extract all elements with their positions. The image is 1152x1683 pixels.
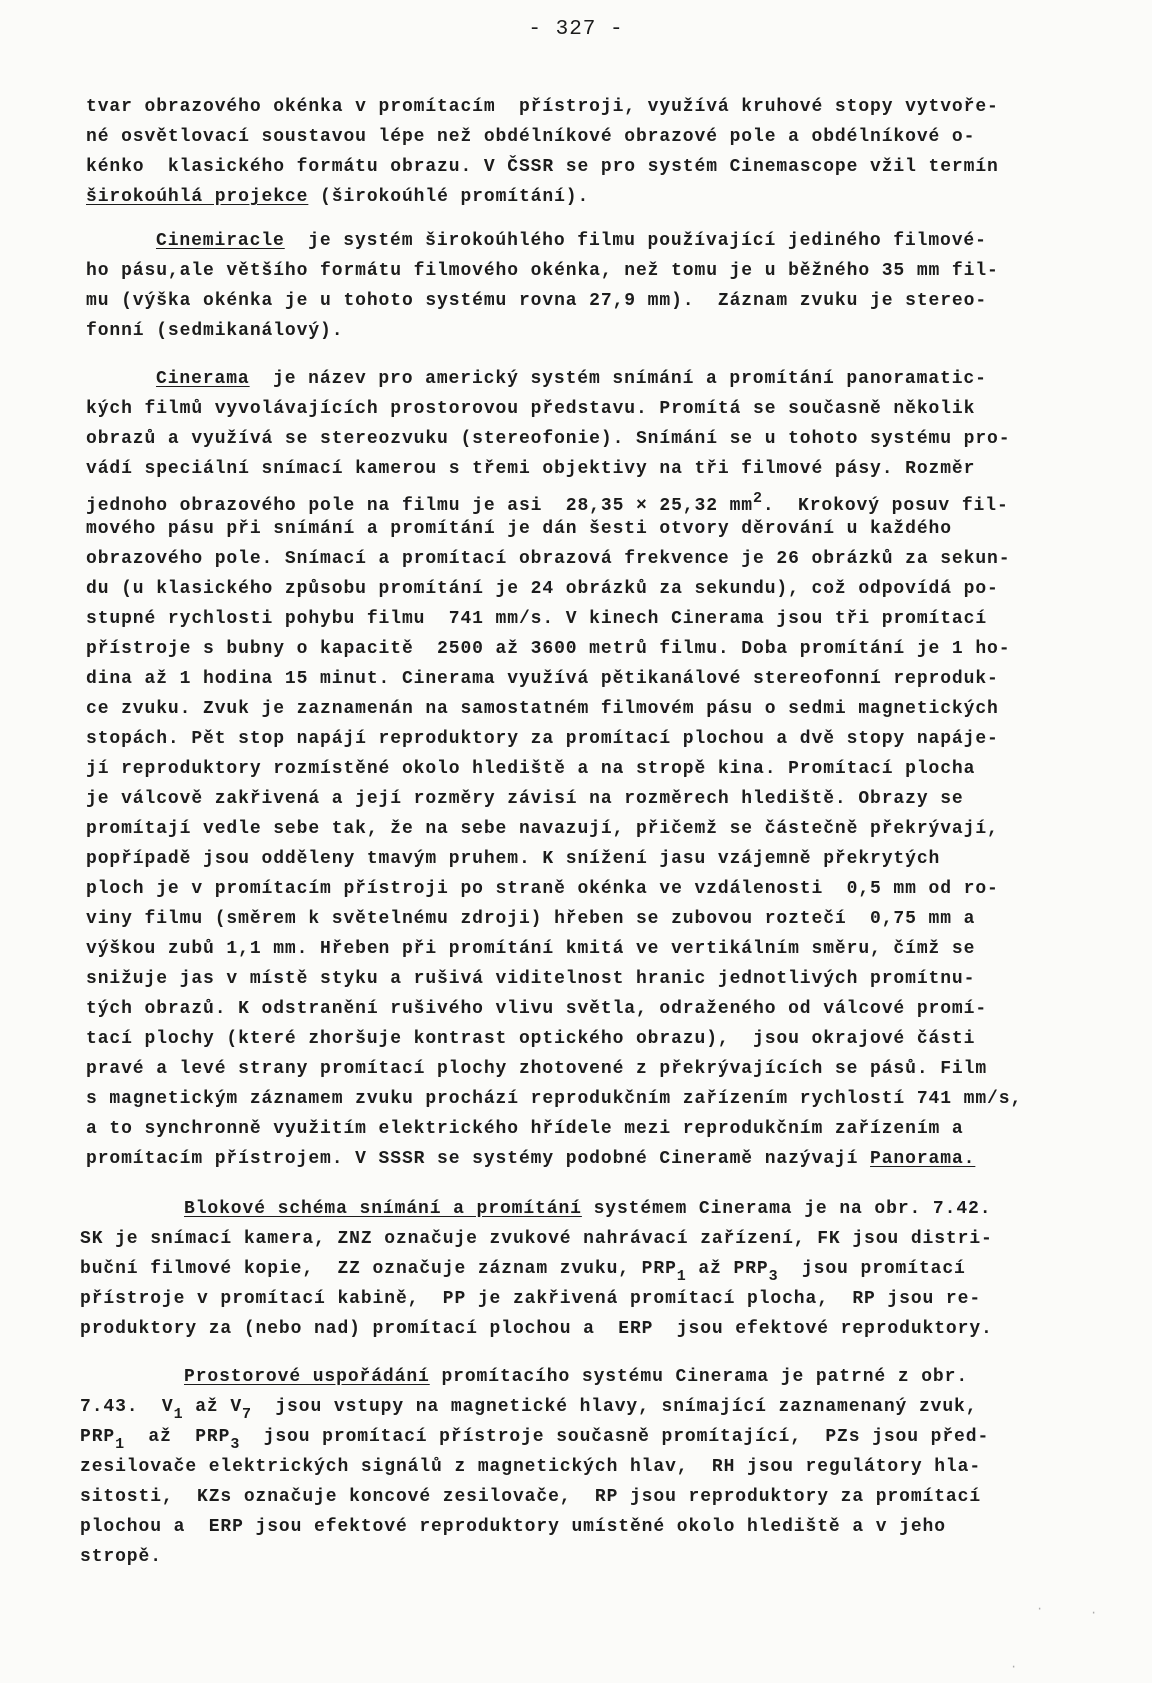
scan-speck: · <box>1010 1660 1018 1674</box>
text-line: a to synchronně využitím elektrického hřídele mezi reprodukčním zařízením a <box>86 1119 964 1139</box>
text-line: kých filmů vyvolávajících prostorovou představu. Promítá se současně několik <box>86 399 976 419</box>
text-line: přístroje s bubny o kapacitě 2500 až 3600 metrů filmu. Doba promítání je 1 ho- <box>86 639 1011 659</box>
text-line: přístroje v promítací kabině, PP je zakřivená promítací plocha, RP jsou re- <box>80 1289 982 1309</box>
superscript: 2 <box>753 490 763 507</box>
text-line: sitosti, KZs označuje koncové zesilovače, RP jsou reproduktory za promítací <box>80 1487 982 1507</box>
subscript: 1 <box>173 1406 184 1423</box>
text-fragment: 7.43. V <box>80 1397 174 1417</box>
text-fragment: PRP <box>80 1427 116 1447</box>
text-fragment: jsou promítací <box>778 1259 966 1279</box>
term-wide-projection: širokoúhlá projekce <box>86 187 309 207</box>
text-fragment: až PRP <box>686 1259 769 1279</box>
text-line: stopách. Pět stop napájí reproduktory za promítací plochou a dvě stopy napáje- <box>86 729 999 749</box>
text-line: dina až 1 hodina 15 minut. Cinerama využívá pětikanálové stereofonní reproduk- <box>86 669 999 689</box>
text-line: né osvětlovací soustavou lépe než obdélníkové obrazové pole a obdélníkové o- <box>86 127 976 147</box>
text-line: stropě. <box>80 1547 162 1567</box>
text-fragment: jsou promítací přístroje současně promítající, PZs jsou před- <box>240 1427 990 1447</box>
text-line: kénko klasického formátu obrazu. V ČSSR se pro systém Cinemascope vžil termín <box>86 157 999 177</box>
text-line: stupné rychlosti pohybu filmu 741 mm/s. V kinech Cinerama jsou tři promítací <box>86 609 988 629</box>
page-number: - 327 - <box>528 18 624 41</box>
subscript: 3 <box>768 1268 779 1285</box>
text-line: vádí speciální snímací kamerou s třemi objektivy na tři filmové pásy. Rozměr <box>86 459 976 479</box>
text-line: ce zvuku. Zvuk je zaznamenán na samostatném filmovém pásu o sedmi magnetických <box>86 699 999 719</box>
text-line <box>80 1256 966 1290</box>
text-line <box>184 1196 991 1222</box>
text-line: obrazů a využívá se stereozvuku (stereofonie). Snímání se u tohoto systému pro- <box>86 429 1011 449</box>
text-fragment: . Krokový posuv fil- <box>762 496 1009 516</box>
text-fragment: až PRP <box>125 1427 231 1447</box>
text-line: mového pásu při snímání a promítání je dán šesti otvory děrování u každého <box>86 519 952 539</box>
text-fragment: jednoho obrazového pole na filmu je asi 28,35 × 25,32 mm <box>86 496 753 516</box>
text-line <box>86 486 1009 519</box>
text-line: produktory za (nebo nad) promítací plochou a ERP jsou efektové reproduktory. <box>80 1319 993 1339</box>
text-line: tací plochy (které zhoršuje kontrast optického obrazu), jsou okrajové části <box>86 1029 976 1049</box>
text-fragment: až V <box>183 1397 243 1417</box>
text-line <box>156 228 987 254</box>
text-line: tých obrazů. K odstranění rušivého vlivu světla, odraženého od válcové promí- <box>86 999 988 1019</box>
text-line: pravé a levé strany promítací plochy zhotovené z překrývajících se pásů. Film <box>86 1059 988 1079</box>
term-block-diagram: Blokové schéma snímání a promítání <box>184 1199 582 1219</box>
subscript: 1 <box>676 1268 687 1285</box>
subscript: 3 <box>230 1436 241 1453</box>
text-fragment: je název pro americký systém snímání a promítání panoramatic- <box>249 369 987 389</box>
subscript: 1 <box>115 1436 126 1453</box>
text-line <box>156 366 987 392</box>
text-line: du (u klasického způsobu promítání je 24 obrázků za sekundu), což odpovídá po- <box>86 579 999 599</box>
term-spatial-layout: Prostorové uspořádání <box>184 1367 430 1387</box>
term-panorama: Panorama. <box>870 1149 976 1169</box>
text-line <box>184 1364 968 1390</box>
subscript: 7 <box>242 1406 252 1423</box>
text-fragment: je systém širokoúhlého filmu používající jediného filmové- <box>284 231 987 251</box>
text-line <box>80 1424 989 1458</box>
text-line: popřípadě jsou odděleny tmavým pruhem. K snížení jasu vzájemně překrytých <box>86 849 941 869</box>
text-line: výškou zubů 1,1 mm. Hřeben při promítání kmitá ve vertikálním směru, čímž se <box>86 939 976 959</box>
term-cinerama: Cinerama <box>156 369 250 389</box>
text-line: zesilovače elektrických signálů z magnetických hlav, RH jsou regulátory hla- <box>80 1457 982 1477</box>
text-line: ho pásu,ale většího formátu filmového okénka, než tomu je u běžného 35 mm fil- <box>86 261 999 281</box>
text-line: viny filmu (směrem k světelnému zdroji) hřeben se zubovou roztečí 0,75 mm a <box>86 909 976 929</box>
text-fragment: buční filmové kopie, ZZ označuje záznam zvuku, PRP <box>80 1259 677 1279</box>
text-fragment: jsou vstupy na magnetické hlavy, snímající zaznamenaný zvuk, <box>251 1397 978 1417</box>
text-line: je válcově zakřivená a její rozměry závisí na rozměrech hlediště. Obrazy se <box>86 789 964 809</box>
text-line: fonní (sedmikanálový). <box>86 321 344 341</box>
text-fragment: systémem Cinerama je na obr. 7.42. <box>581 1199 992 1219</box>
term-cinemiracle: Cinemiracle <box>156 231 285 251</box>
text-line: mu (výška okénka je u tohoto systému rovna 27,9 mm). Záznam zvuku je stereo- <box>86 291 988 311</box>
text-line <box>86 184 589 210</box>
text-line: obrazového pole. Snímací a promítací obrazová frekvence je 26 obrázků za sekun- <box>86 549 1011 569</box>
text-fragment: promítacího systému Cinerama je patrné z obr. <box>429 1367 969 1387</box>
text-line: s magnetickým záznamem zvuku prochází reprodukčním zařízením rychlostí 741 mm/s, <box>86 1089 1023 1109</box>
text-line: SK je snímací kamera, ZNZ označuje zvukové nahrávací zařízení, FK jsou distri- <box>80 1229 993 1249</box>
scan-speck: · <box>1036 1602 1044 1616</box>
text-line: ploch je v promítacím přístroji po straně okénka ve vzdálenosti 0,5 mm od ro- <box>86 879 999 899</box>
text-line: jí reproduktory rozmístěné okolo hlediště a na stropě kina. Promítací plocha <box>86 759 976 779</box>
scan-speck: · <box>1090 1606 1098 1620</box>
text-line: promítají vedle sebe tak, že na sebe navazují, přičemž se částečně překrývají, <box>86 819 999 839</box>
text-fragment: promítacím přístrojem. V SSSR se systémy podobné Cineramě nazývají <box>86 1149 871 1169</box>
text-line: snižuje jas v místě styku a rušivá viditelnost hranic jednotlivých promítnu- <box>86 969 976 989</box>
text-line <box>80 1394 977 1428</box>
text-line: plochou a ERP jsou efektové reproduktory umístěné okolo hlediště a v jeho <box>80 1517 946 1537</box>
text-line: tvar obrazového okénka v promítacím přístroji, využívá kruhové stopy vytvoře- <box>86 97 999 117</box>
text-fragment: (širokoúhlé promítání). <box>308 187 590 207</box>
text-line <box>86 1146 975 1172</box>
